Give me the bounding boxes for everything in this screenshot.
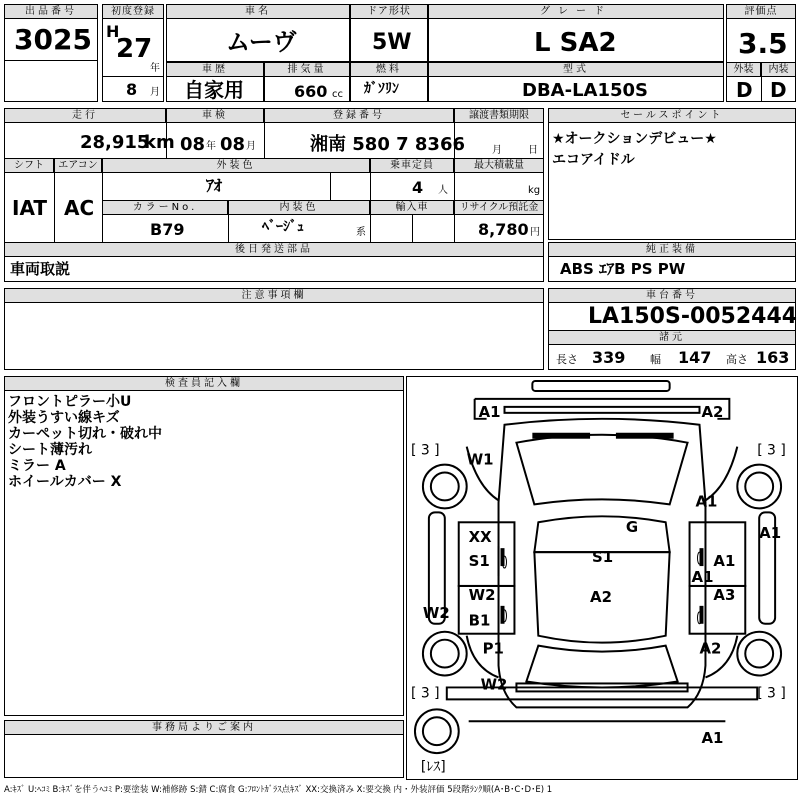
bracket-front-right: [ 3 ] — [757, 442, 786, 459]
model-label: 型式 — [428, 62, 724, 77]
inspection-label: 車検 — [166, 108, 264, 123]
label-xx: XX — [468, 528, 492, 547]
max-load-unit: kg — [528, 185, 541, 196]
exterior-label: 外装 — [726, 62, 761, 77]
inspector-note-5: ミラー A — [8, 458, 66, 474]
inspection-year-unit: 年 — [206, 141, 216, 152]
label-a2-center: A2 — [590, 587, 612, 606]
width: 147 — [678, 348, 712, 367]
sales-point-label: セールスポイント — [548, 108, 796, 123]
bracket-front-left: [ 3 ] — [410, 442, 440, 459]
color-no: B79 — [150, 220, 185, 239]
equipment: ABS ｴｱB PS PW — [560, 260, 686, 278]
label-a2-rear-right: A2 — [699, 639, 722, 658]
label-p1: P1 — [482, 639, 504, 658]
color-no-label: カラーNo. — [102, 200, 228, 215]
length-label: 長さ — [556, 353, 578, 366]
recycle-label: リサイクル預託金 — [454, 200, 544, 215]
wheel-rear-left — [423, 632, 467, 676]
chassis-number: LA150S-0052444 — [588, 304, 798, 329]
wheel-rear-left-inner — [431, 640, 459, 668]
office-label: 事務局よりご案内 — [4, 720, 404, 735]
aircon: AC — [64, 196, 95, 220]
mileage-unit: km — [144, 132, 175, 153]
label-a3: A3 — [713, 585, 736, 604]
wheel-front-right — [737, 465, 781, 509]
mileage: 28,915 — [80, 132, 150, 153]
exterior-score: D — [736, 78, 753, 102]
sales-point-line-2: エコアイドル — [552, 152, 635, 168]
bracket-rear-right: [ 3 ] — [757, 685, 786, 702]
label-g: G — [625, 518, 639, 537]
displacement: 660 — [294, 82, 328, 101]
registration-label: 登録番号 — [264, 108, 454, 123]
label-w2-left: W2 — [468, 585, 496, 604]
inspection-month-unit: 月 — [246, 141, 256, 152]
aircon-label: エアコン — [54, 158, 102, 173]
import-label: 輸入車 — [370, 200, 454, 215]
inspector-note-3: カーペット切れ・破れ中 — [8, 426, 162, 442]
wheel-front-right-inner — [745, 473, 773, 501]
grade-label: グレード — [428, 4, 724, 19]
label-a2-front-right: A2 — [701, 402, 724, 421]
width-label: 幅 — [650, 353, 661, 366]
label-w1: W1 — [466, 450, 494, 469]
height: 163 — [756, 348, 790, 367]
later-parts-label: 後日発送部品 — [4, 242, 544, 257]
wheel-front-left-inner — [431, 473, 459, 501]
int-color-label: 内装色 — [228, 200, 370, 215]
height-label: 高さ — [726, 353, 748, 366]
legend: A:ｷｽﾞ U:ﾍｺﾐ B:ｷｽﾞを伴うﾍｺﾐ P:要塗装 W:補修跡 S:錆 C:腐食 G:ﾌﾛﾝﾄｶﾞﾗｽ点ｷｽﾞ XX:交換済み X:要交換 内・外装評価 5段階ﾗﾝｸ順(A･B･C･D･E) 1 — [4, 785, 553, 795]
roof — [534, 516, 669, 552]
first-registration-label: 初度登録 — [102, 4, 164, 19]
transfer-day-unit: 日 — [528, 145, 538, 156]
model: DBA-LA150S — [522, 80, 648, 101]
length: 339 — [592, 348, 626, 367]
car-damage-diagram — [406, 376, 798, 780]
grade: L SA2 — [534, 28, 617, 58]
label-a1-bottom: A1 — [701, 729, 724, 748]
first-reg-year: 27 — [116, 34, 153, 64]
inspection-year: 08 — [180, 134, 206, 155]
spare-wheel — [415, 709, 459, 753]
first-reg-month: 8 — [126, 80, 138, 99]
car-name-label: 車名 — [166, 4, 350, 19]
recycle-fee: 8,780 — [478, 220, 529, 239]
capacity-unit: 人 — [438, 185, 448, 196]
specs-label: 諸元 — [548, 330, 796, 345]
capacity-label: 乗車定員 — [370, 158, 454, 173]
month-unit: 月 — [150, 87, 160, 98]
interior-label: 内装 — [761, 62, 796, 77]
label-b1: B1 — [468, 611, 491, 630]
history-label: 車歴 — [166, 62, 264, 77]
front-bumper-inner — [505, 407, 700, 413]
label-a1-front-left: A1 — [478, 402, 501, 421]
int-color: ﾍﾞｰｼﾞｭ — [262, 219, 304, 235]
sales-point-line-1: ★オークションデビュー★ — [552, 131, 717, 147]
later-parts: 車両取説 — [10, 260, 71, 278]
transfer-doc-label: 譲渡書類期限 — [454, 108, 544, 123]
car-name: ムーヴ — [226, 28, 297, 56]
history: 自家用 — [184, 78, 244, 102]
damage-labels — [411, 403, 786, 775]
sales-point-text — [552, 128, 717, 170]
fuel-label: 燃料 — [350, 62, 428, 77]
door-type: 5W — [372, 30, 412, 55]
shift-label: シフト — [4, 158, 54, 173]
label-s1-center: S1 — [592, 548, 614, 567]
displacement-unit: cc — [332, 89, 343, 100]
inspector-note-2: 外装うすい線キズ — [8, 410, 120, 426]
displacement-label: 排気量 — [264, 62, 350, 77]
label-w2-far-left: W2 — [422, 603, 450, 622]
score: 3.5 — [738, 27, 788, 60]
year-unit: 年 — [150, 63, 160, 74]
chassis-label: 車台番号 — [548, 288, 796, 303]
wheel-front-left — [423, 465, 467, 509]
score-label: 評価点 — [726, 4, 796, 19]
era: H — [106, 22, 120, 41]
equipment-label: 純正装備 — [548, 242, 796, 257]
bracket-rear-left: [ 3 ] — [410, 685, 440, 702]
lot-number-label: 出品番号 — [4, 4, 98, 19]
label-a1-front-right: A1 — [695, 492, 718, 511]
windshield — [516, 435, 687, 505]
interior-score: D — [770, 78, 787, 102]
label-a1-right-2: A1 — [691, 567, 714, 586]
inspection-month: 08 — [220, 134, 246, 155]
int-color-unit: 系 — [356, 227, 366, 238]
shift: IAT — [12, 196, 48, 220]
ext-color-label: 外装色 — [102, 158, 370, 173]
door-label: ドア形状 — [350, 4, 428, 19]
wheel-rear-right-inner — [745, 640, 773, 668]
recycle-unit: 円 — [530, 227, 540, 238]
spare-wheel-inner — [423, 717, 451, 745]
label-a1-far-right: A1 — [759, 524, 782, 543]
inspector-note-6: ホイールカバー X — [8, 474, 122, 490]
registration-number: 湘南 580 7 8366 — [310, 134, 465, 155]
spare-label: [ﾚｽ] — [420, 759, 446, 776]
label-w2-rear: W2 — [480, 675, 508, 694]
wheel-rear-right — [737, 632, 781, 676]
mileage-label: 走行 — [4, 108, 166, 123]
inspector-note-4: シート薄汚れ — [8, 442, 92, 458]
ext-color: ｱｵ — [206, 176, 223, 195]
inspector-notes — [8, 394, 162, 490]
inspector-label: 検査員記入欄 — [4, 376, 404, 391]
rear-window — [526, 646, 677, 688]
label-a1-right-1: A1 — [713, 552, 736, 571]
notes-label: 注意事項欄 — [4, 288, 544, 303]
transfer-month-unit: 月 — [492, 145, 502, 156]
fuel: ｶﾞｿﾘﾝ — [364, 81, 399, 97]
lot-number: 3025 — [14, 23, 92, 56]
roof-bar — [532, 381, 669, 391]
capacity: 4 — [412, 178, 424, 197]
inspector-note-1: フロントピラー小U — [8, 394, 132, 410]
max-load-label: 最大積載量 — [454, 158, 544, 173]
front-bumper — [475, 399, 730, 419]
label-s1-left: S1 — [468, 552, 490, 571]
